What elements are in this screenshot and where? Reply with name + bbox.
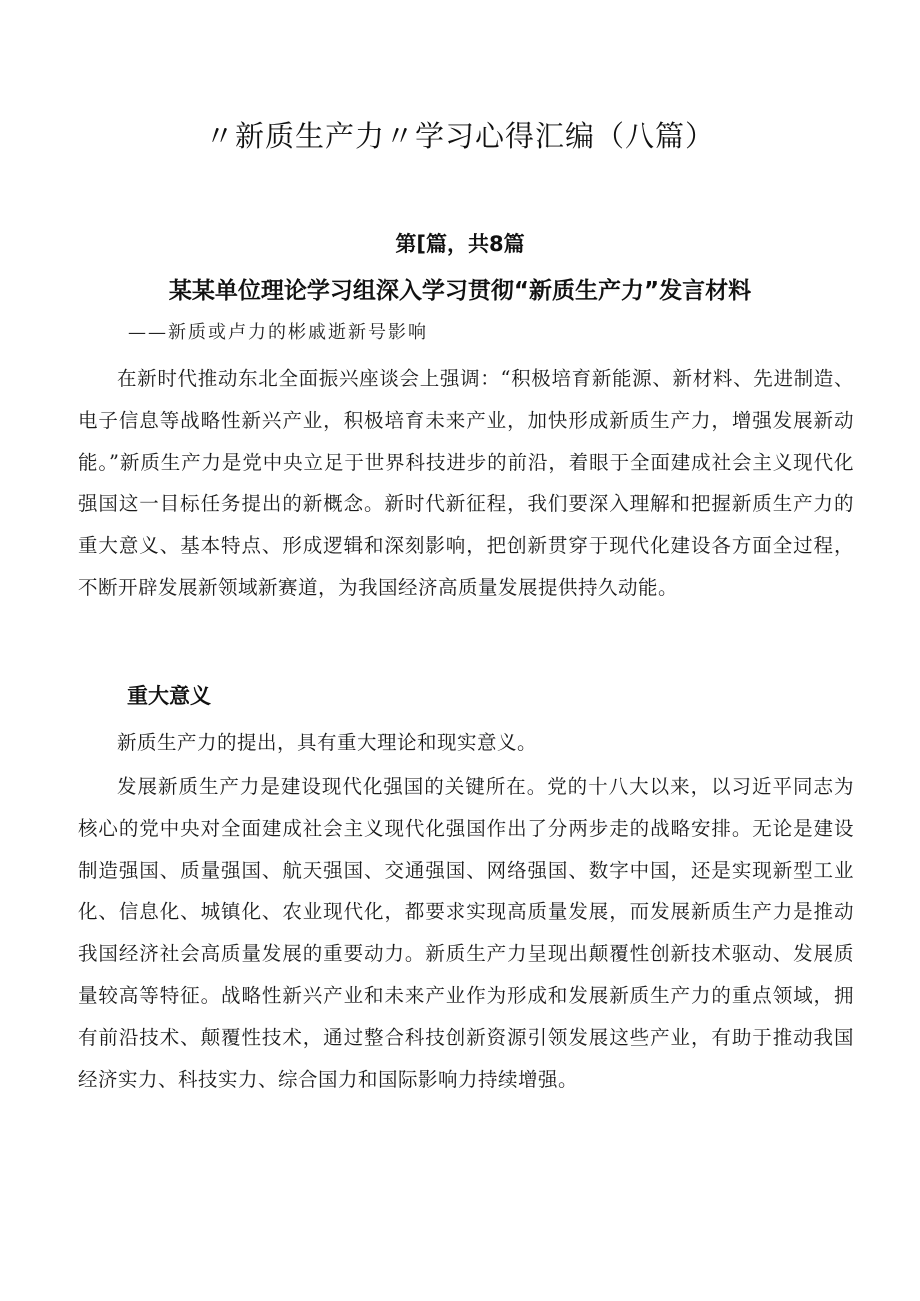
paragraph-significance: 新质生产力的提出，具有重大理论和现实意义。 bbox=[117, 731, 538, 754]
paragraph-intro: 在新时代推动东北全面振兴座谈会上强调：“积极培育新能源、新材料、先进制造、电子信息等战略性新兴产业，积极培育未来产业，加快形成新质生产力，增强发展新动能。”新质生产力是党中央立足于世界科技进步的前沿，着眼于全面建成社会主义现代化强国这一目标任务提出的新概念。新时代新征程，我们要深入理解和把握新质生产力的重大意义、基本特点、形成逻辑和深刻影响，把创新贯穿于现代化建设各方面全过程，不断开辟发展新领域新赛道，为我国经济高质量发展提供持久动能。 bbox=[78, 367, 854, 599]
document-title: 〃新质生产力〃学习心得汇编（八篇） bbox=[204, 119, 715, 153]
paragraph-key-to-modernization: 发展新质生产力是建设现代化强国的关键所在。党的十八大以来，以习近平同志为核心的党中央对全面建成社会主义现代化强国作出了分两步走的战略安排。无论是建设制造强国、质量强国、航天强国、交通强国、网络强国、数字中国，还是实现新型工业化、信息化、城镇化、农业现代化，都要求实现高质量发展，而发展新质生产力是推动我国经济社会高质量发展的重要动力。新质生产力呈现出颠覆性创新技术驱动、发展质量较高等特征。战略性新兴产业和未来产业作为形成和发展新质生产力的重点领域，拥有前沿技术、颠覆性技术，通过整合科技创新资源引领发展这些产业，有助于推动我国经济实力、科技实力、综合国力和国际影响力持续增强。 bbox=[78, 775, 854, 1091]
part-label: 第[篇，共8篇 bbox=[395, 232, 525, 256]
article-title: 某某单位理论学习组深入学习贯彻“新质生产力”发言材料 bbox=[168, 278, 752, 304]
article-subtitle: ——新质或卢力的彬戚逝新号影响 bbox=[128, 322, 428, 343]
section-heading: 重大意义 bbox=[127, 684, 211, 708]
